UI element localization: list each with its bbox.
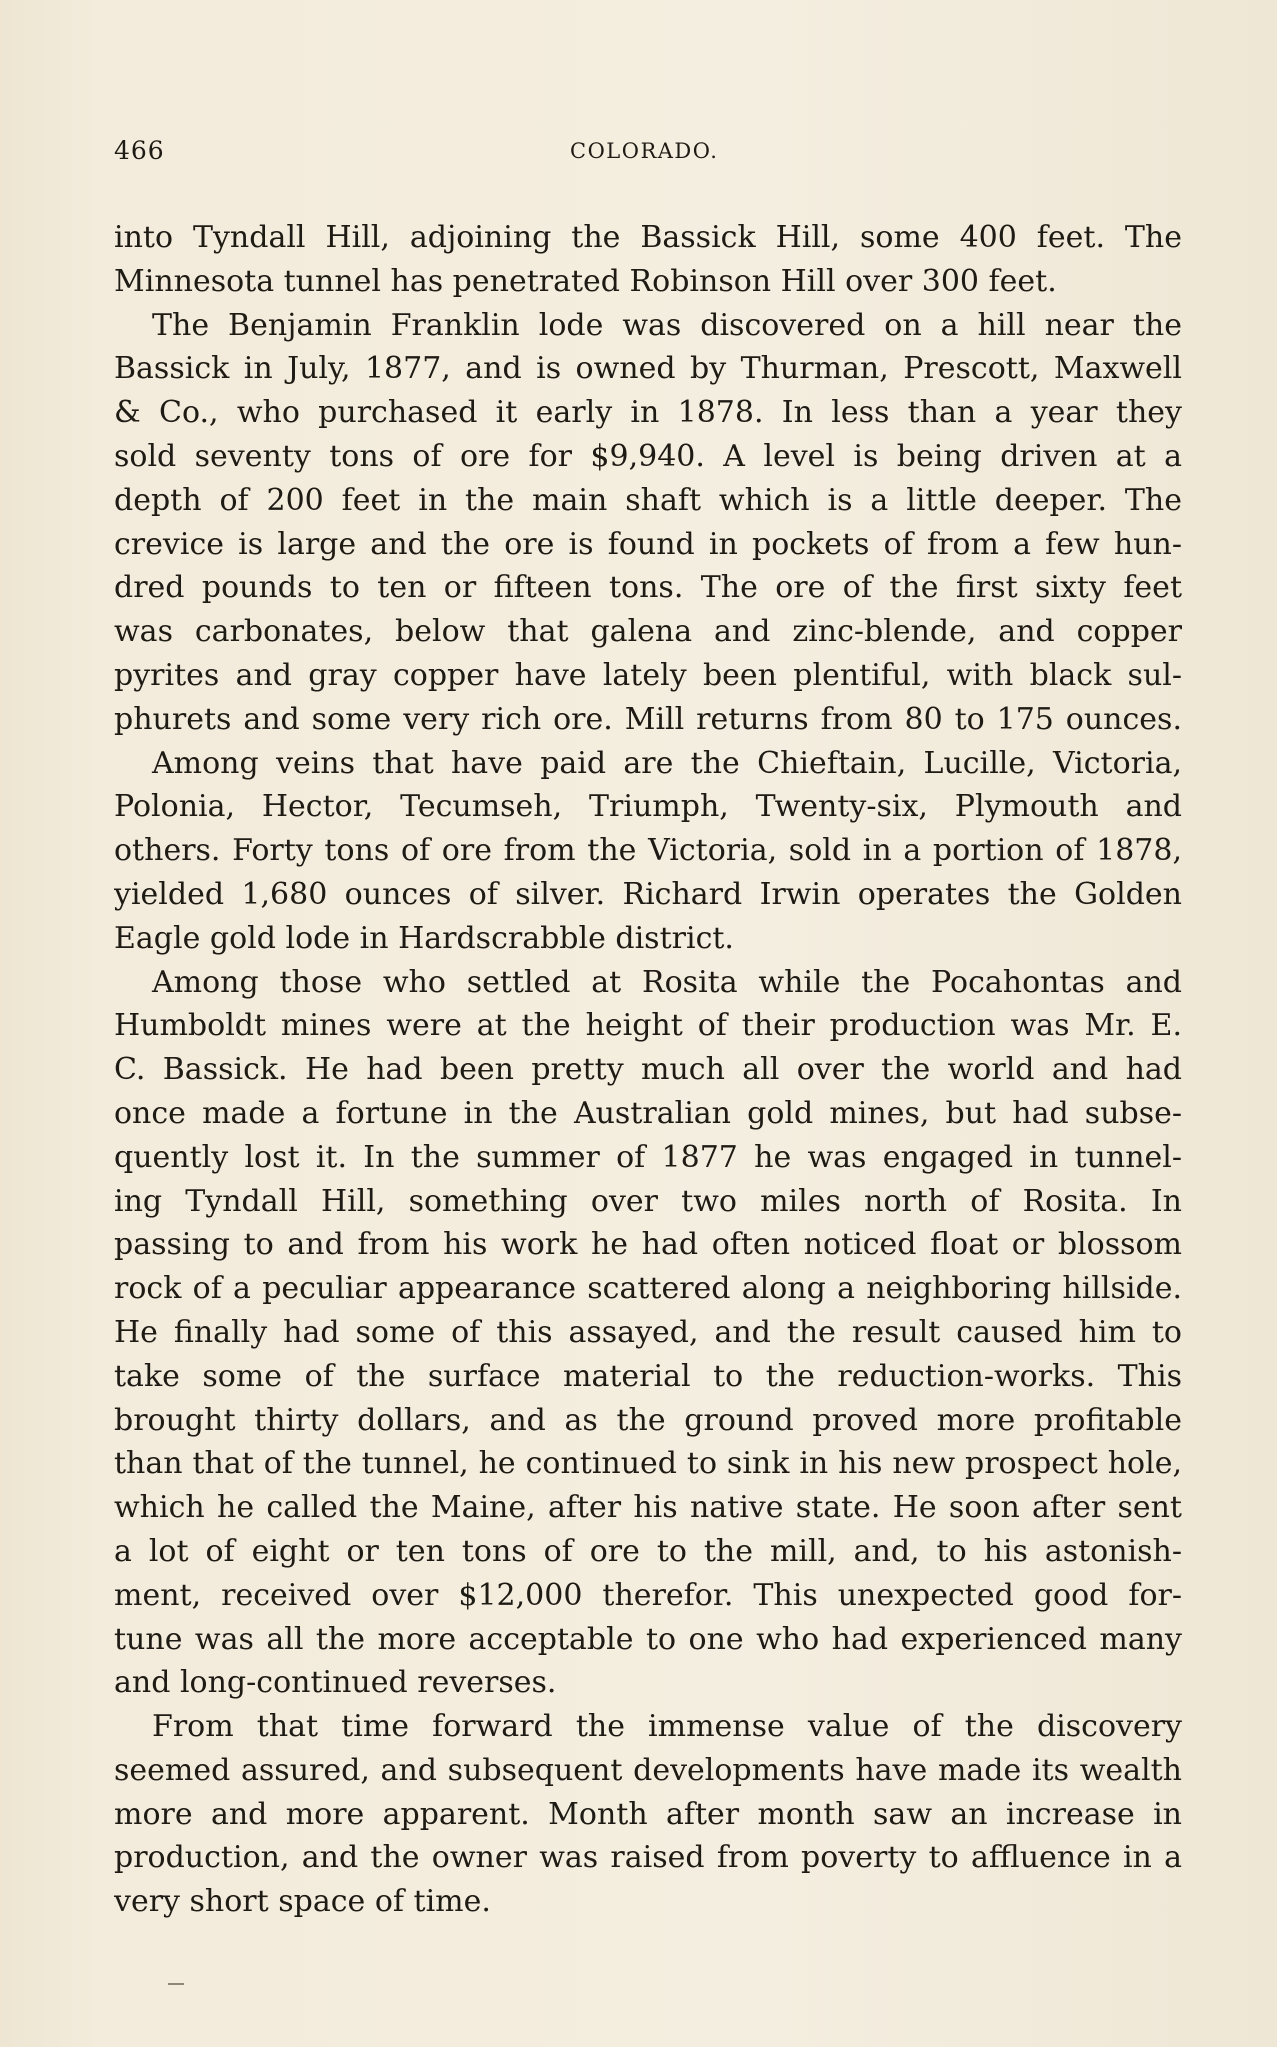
- text-line: take some of the surface material to the reduction-works. This: [114, 1358, 1182, 1394]
- text-line: tune was all the more acceptable to one who had experienced many: [114, 1621, 1182, 1657]
- text-line: pyrites and gray copper have lately been plentiful, with black sul-: [114, 657, 1182, 693]
- text-line: rock of a peculiar appearance scattered along a neighboring hillside.: [114, 1271, 1182, 1307]
- text-line: depth of 200 feet in the main shaft which is a little deeper. The: [114, 482, 1182, 518]
- text-line: and long-continued reverses.: [114, 1665, 557, 1701]
- running-head: COLORADO.: [570, 139, 719, 163]
- text-line: which he called the Maine, after his native state. He soon after sent: [114, 1490, 1182, 1526]
- text-line: C. Bassick. He had been pretty much all over the world and had: [114, 1052, 1182, 1088]
- text-line: dred pounds to ten or fifteen tons. The ore of the first sixty feet: [114, 570, 1182, 606]
- text-line: From that time forward the immense value of the discovery: [152, 1709, 1182, 1745]
- text-line: a lot of eight or ten tons of ore to the mill, and, to his astonish-: [114, 1533, 1182, 1569]
- text-line: Polonia, Hector, Tecumseh, Triumph, Twenty-six, Plymouth and: [114, 789, 1182, 825]
- stray-ink-mark: [168, 1983, 184, 1985]
- text-line: The Benjamin Franklin lode was discovered on a hill near the: [152, 307, 1182, 343]
- text-line: production, and the owner was raised from poverty to affluence in a: [114, 1840, 1182, 1876]
- text-line: others. Forty tons of ore from the Victoria, sold in a portion of 1878,: [114, 833, 1182, 869]
- text-line: crevice is large and the ore is found in pockets of from a few hun-: [114, 526, 1182, 562]
- text-line: Minnesota tunnel has penetrated Robinson Hill over 300 feet.: [114, 263, 1057, 299]
- text-line: Humboldt mines were at the height of their production was Mr. E.: [114, 1008, 1182, 1044]
- text-line: He finally had some of this assayed, and the result caused him to: [114, 1314, 1182, 1350]
- text-line: ment, received over $12,000 therefor. This unexpected good for-: [114, 1577, 1182, 1613]
- text-line: very short space of time.: [114, 1884, 491, 1920]
- text-line: Eagle gold lode in Hardscrabble district.: [114, 920, 734, 956]
- text-line: Among veins that have paid are the Chieftain, Lucille, Victoria,: [152, 745, 1182, 781]
- text-line: passing to and from his work he had often noticed float or blossom: [114, 1227, 1182, 1263]
- text-line: quently lost it. In the summer of 1877 he was engaged in tunnel-: [114, 1139, 1182, 1175]
- text-line: sold seventy tons of ore for $9,940. A level is being driven at a: [114, 438, 1182, 474]
- text-line: more and more apparent. Month after month saw an increase in: [114, 1796, 1182, 1832]
- page-number: 466: [114, 136, 165, 165]
- text-line: ing Tyndall Hill, something over two miles north of Rosita. In: [114, 1183, 1182, 1219]
- text-line: was carbonates, below that galena and zinc-blende, and copper: [114, 614, 1182, 650]
- text-line: seemed assured, and subsequent developments have made its wealth: [114, 1752, 1182, 1788]
- text-line: Bassick in July, 1877, and is owned by Thurman, Prescott, Maxwell: [114, 351, 1182, 387]
- text-line: into Tyndall Hill, adjoining the Bassick Hill, some 400 feet. The: [114, 220, 1182, 255]
- text-line: than that of the tunnel, he continued to sink in his new prospect hole,: [114, 1446, 1182, 1482]
- text-line: phurets and some very rich ore. Mill returns from 80 to 175 ounces.: [114, 701, 1182, 737]
- text-line: brought thirty dollars, and as the ground proved more profitable: [114, 1402, 1182, 1438]
- body-text: [114, 216, 1182, 1924]
- text-line: & Co., who purchased it early in 1878. In less than a year they: [114, 395, 1182, 431]
- text-line: yielded 1,680 ounces of silver. Richard Irwin operates the Golden: [114, 876, 1182, 912]
- text-line: once made a fortune in the Australian gold mines, but had subse-: [114, 1095, 1182, 1131]
- page-header: [114, 136, 1194, 176]
- text-line: Among those who settled at Rosita while the Pocahontas and: [152, 964, 1182, 1000]
